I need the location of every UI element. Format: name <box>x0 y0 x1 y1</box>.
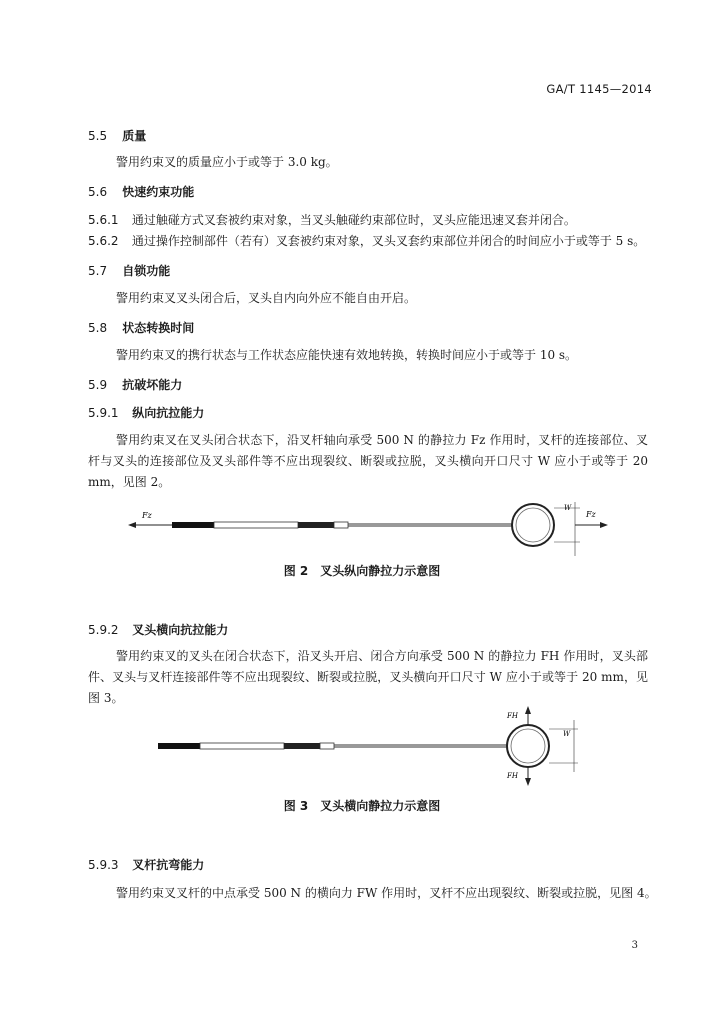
heading-title: 自锁功能 <box>122 264 171 278</box>
rod-joint <box>298 522 334 528</box>
page-number: 3 <box>631 940 638 951</box>
figure-2-diagram <box>120 498 610 558</box>
heading-number: 5.9.2 <box>88 623 119 637</box>
arrowhead-left <box>128 522 136 528</box>
arrowhead-bottom <box>525 778 531 786</box>
heading-5-9-1 <box>88 404 204 421</box>
fork-head-inner <box>511 729 545 763</box>
heading-title: 纵向抗拉能力 <box>132 406 205 420</box>
heading-title: 叉杆抗弯能力 <box>132 858 205 872</box>
paragraph-5-5: 警用约束叉的质量应小于或等于 3.0 kg。 <box>116 155 338 169</box>
heading-5-5 <box>88 127 146 144</box>
rod-section-1 <box>200 743 284 749</box>
clause-number: 5.6.1 <box>88 213 119 227</box>
arrowhead-top <box>525 706 531 714</box>
clause-text: 通过操作控制部件（若有）叉套被约束对象，叉头叉套约束部位并闭合的时间应小于或等于 5 s。 <box>131 234 646 248</box>
heading-number: 5.9 <box>88 378 108 392</box>
clause-5-6-1 <box>88 211 576 228</box>
paragraph-5-9-1: 警用约束叉在叉头闭合状态下，沿叉杆轴向承受 500 N 的静拉力 Fz 作用时，叉杆的连接部位、叉杆与叉头的连接部位及叉头部件等不应出现裂纹、断裂或拉脱，叉头横向开口尺寸 W 应小于或等于 20 mm，见图 2。 <box>88 433 648 489</box>
heading-title: 抗破坏能力 <box>122 378 183 392</box>
paragraph-5-8: 警用约束叉的携行状态与工作状态应能快速有效地转换，转换时间应小于或等于 10 s。 <box>116 348 578 362</box>
heading-number: 5.8 <box>88 321 108 335</box>
handle-grip <box>158 743 200 749</box>
rod-connector <box>320 743 334 749</box>
label-fz-right: Fz <box>586 510 596 519</box>
standard-number: GA/T 1145—2014 <box>546 82 652 96</box>
figure-3-caption: 图 3 叉头横向静拉力示意图 <box>283 799 441 813</box>
paragraph-5-7: 警用约束叉叉头闭合后，叉头自内向外应不能自由开启。 <box>116 291 417 305</box>
arrowhead-right <box>600 522 608 528</box>
label-w: W <box>564 504 572 512</box>
heading-5-9-3 <box>88 856 204 873</box>
clause-number: 5.6.2 <box>88 234 119 248</box>
fork-head-inner <box>516 508 550 542</box>
heading-5-6 <box>88 183 194 200</box>
figure-3-diagram <box>150 706 590 786</box>
heading-title: 快速约束功能 <box>122 185 195 199</box>
clause-text: 通过触碰方式叉套被约束对象，当叉头触碰约束部位时，叉头应能迅速叉套并闭合。 <box>131 213 576 227</box>
label-w: W <box>563 730 571 738</box>
fork-head-ring <box>507 725 549 767</box>
fork-head-ring <box>512 504 554 546</box>
heading-5-7 <box>88 262 170 279</box>
paragraph-5-9-2: 警用约束叉的叉头在闭合状态下，沿叉头开启、闭合方向承受 500 N 的静拉力 FH 作用时，叉头部件、叉头与叉杆连接部件等不应出现裂纹、断裂或拉脱，叉头横向开口尺寸 W 应小于或等于 20 mm，见图 3。 <box>88 649 648 705</box>
heading-number: 5.7 <box>88 264 108 278</box>
heading-number: 5.9.1 <box>88 406 119 420</box>
label-fh-top: FH <box>507 712 518 720</box>
heading-title: 状态转换时间 <box>122 321 195 335</box>
clause-5-6-2 <box>88 232 645 249</box>
heading-title: 叉头横向抗拉能力 <box>132 623 229 637</box>
label-fh-bottom: FH <box>507 772 518 780</box>
heading-5-9 <box>88 376 182 393</box>
handle-grip <box>172 522 214 528</box>
heading-5-8 <box>88 319 194 336</box>
heading-number: 5.9.3 <box>88 858 119 872</box>
heading-number: 5.5 <box>88 129 108 143</box>
heading-5-9-2 <box>88 621 228 638</box>
rod-connector <box>334 522 348 528</box>
heading-title: 质量 <box>122 129 147 143</box>
figure-2-caption: 图 2 叉头纵向静拉力示意图 <box>283 564 441 578</box>
paragraph-5-9-3: 警用约束叉叉杆的中点承受 500 N 的横向力 FW 作用时，叉杆不应出现裂纹、断裂或拉脱，见图 4。 <box>116 886 657 900</box>
label-fz-left: Fz <box>142 511 152 520</box>
rod-section-1 <box>214 522 298 528</box>
heading-number: 5.6 <box>88 185 108 199</box>
rod-joint <box>284 743 320 749</box>
